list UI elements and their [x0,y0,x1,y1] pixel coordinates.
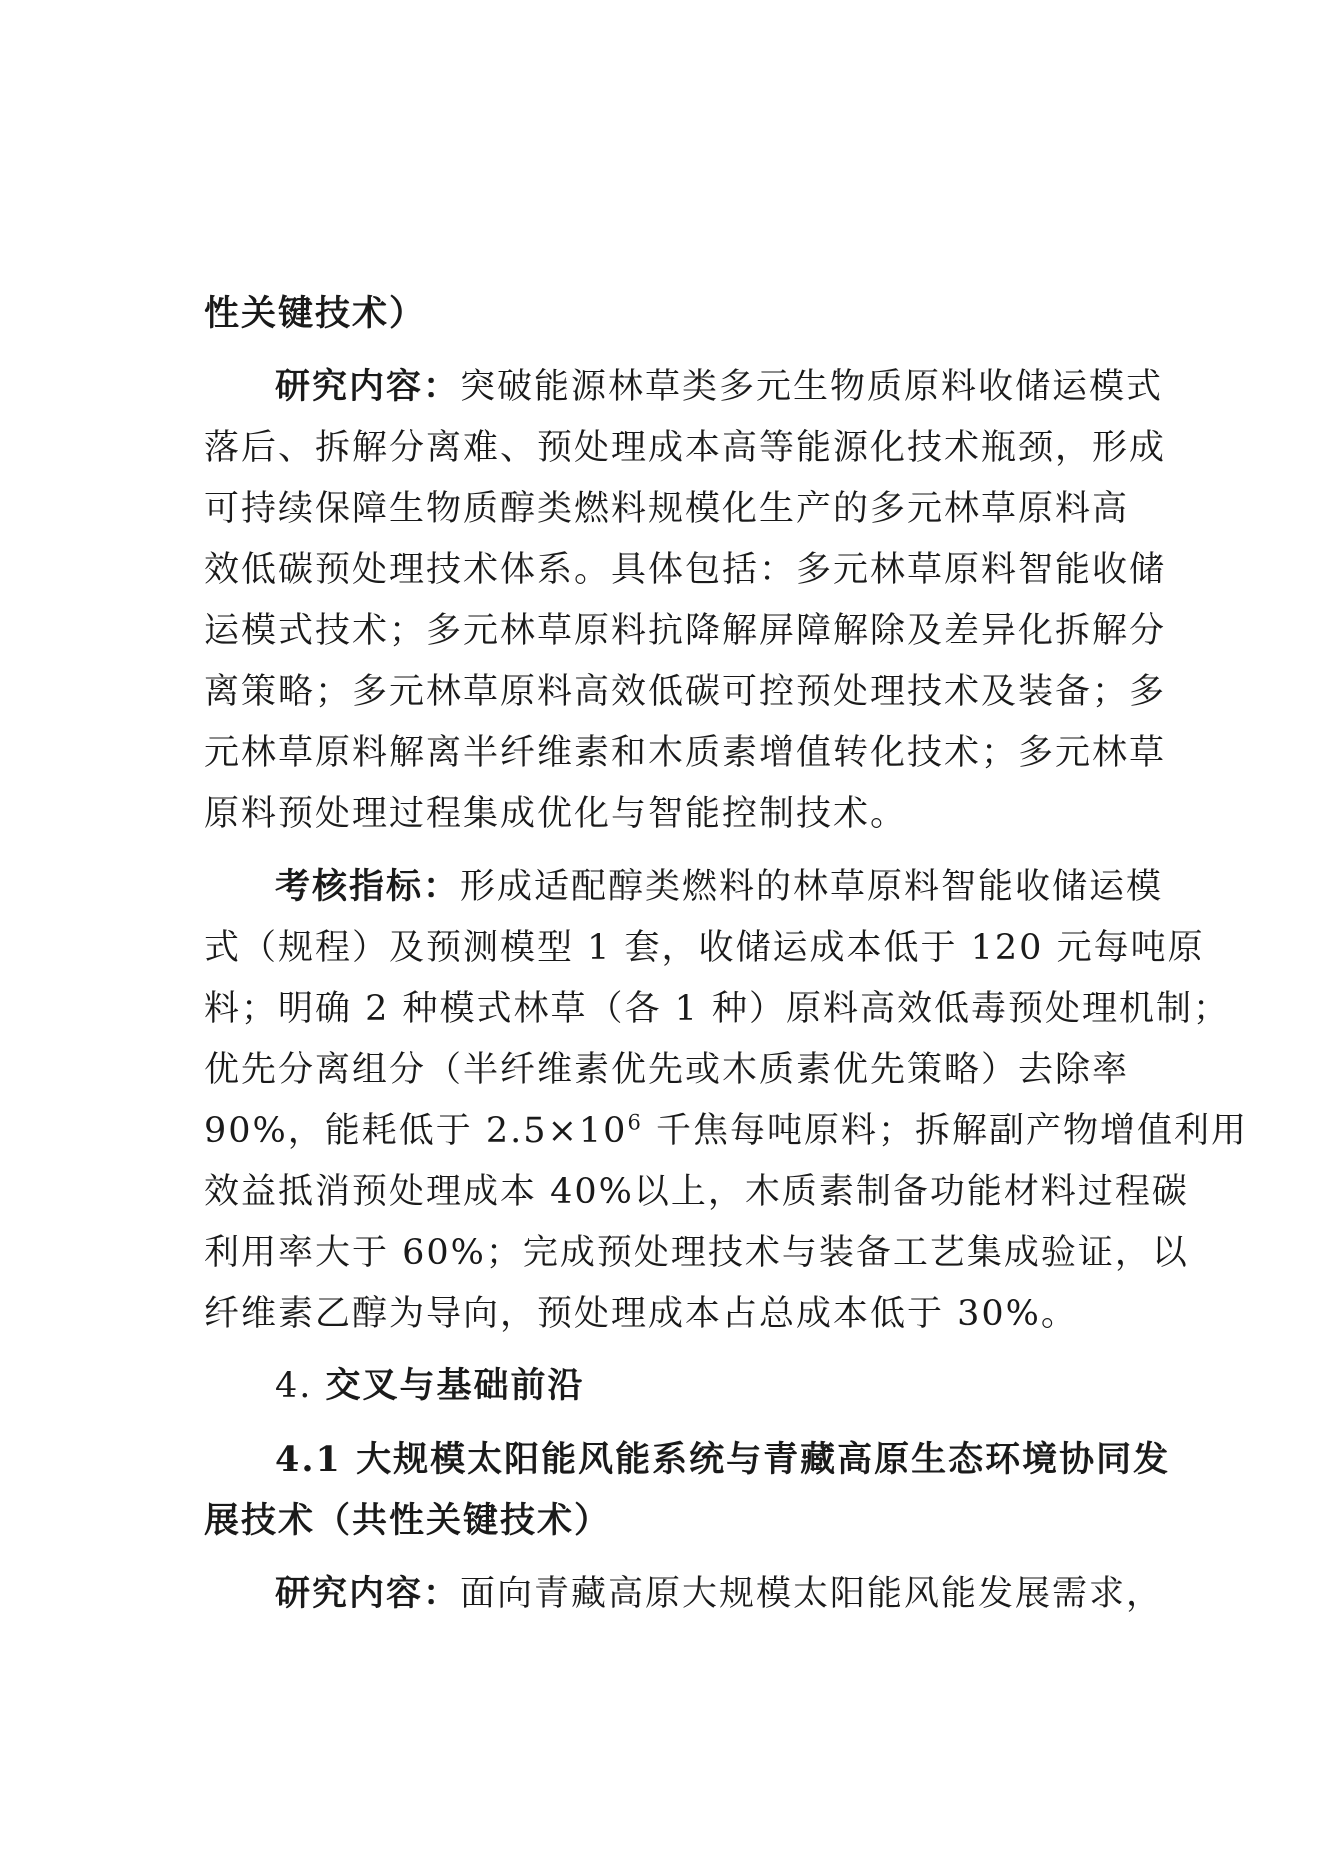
indicators-line-5 [204,1110,1248,1151]
section-4-1-number: 4.1 [275,1439,342,1480]
section-4-1-research-label: 研究内容： [275,1573,461,1614]
section-4-title: 交叉与基础前沿 [325,1365,585,1406]
research-content-text: 突破能源林草类多元生物质原料收储运模式 [460,367,1164,407]
section-4-1-research-line-1 [275,1573,1164,1614]
exponent: 6 [627,1110,643,1135]
indicators-line-6: 效益抵消预处理成本 40%以上，木质素制备功能材料过程碳 [204,1172,1189,1212]
section-4-1-research-text: 面向青藏高原大规模太阳能风能发展需求， [460,1574,1164,1614]
research-content-line-1 [275,366,1164,407]
indicators-line-2: 式（规程）及预测模型 1 套，收储运成本低于 120 元每吨原 [204,928,1205,968]
section-4-number: 4. [275,1366,313,1406]
section-4-1-heading-line-2: 展技术（共性关键技术） [204,1500,612,1541]
indicators-line-1 [275,866,1164,907]
research-content-label: 研究内容： [275,366,461,407]
research-content-line-8: 原料预处理过程集成优化与智能控制技术。 [204,794,908,834]
research-content-line-4: 效低碳预处理技术体系。具体包括：多元林草原料智能收储 [204,550,1167,590]
indicators-line-8: 纤维素乙醇为导向，预处理成本占总成本低于 30%。 [204,1294,1078,1334]
section-4-1-heading-line-1 [275,1439,1171,1480]
research-content-line-5: 运模式技术；多元林草原料抗降解屏障解除及差异化拆解分 [204,611,1167,651]
research-content-line-3: 可持续保障生物质醇类燃料规模化生产的多元林草原料高 [204,489,1130,529]
heading-fragment-text: 性关键技术） [204,293,427,334]
indicators-line-3: 料；明确 2 种模式林草（各 1 种）原料高效低毒预处理机制； [204,989,1231,1029]
research-content-line-6: 离策略；多元林草原料高效低碳可控预处理技术及装备；多 [204,672,1167,712]
research-content-line-2: 落后、拆解分离难、预处理成本高等能源化技术瓶颈，形成 [204,428,1167,468]
indicators-line-4: 优先分离组分（半纤维素优先或木质素优先策略）去除率 [204,1050,1130,1090]
section-4-1-title-part-1: 大规模太阳能风能系统与青藏高原生态环境协同发 [356,1439,1171,1480]
energy-consumption-prefix: 90%，能耗低于 2.5×10 [204,1111,628,1151]
indicators-text: 形成适配醇类燃料的林草原料智能收储运模 [460,867,1164,907]
indicators-line-7: 利用率大于 60%；完成预处理技术与装备工艺集成验证，以 [204,1233,1189,1273]
energy-consumption-suffix: 千焦每吨原料；拆解副产物增值利用 [655,1111,1248,1151]
section-4-heading [275,1366,1124,1406]
research-content-line-7: 元林草原料解离半纤维素和木质素增值转化技术；多元林草 [204,733,1167,773]
indicators-label: 考核指标： [275,866,461,907]
continued-heading-fragment [204,294,1124,334]
